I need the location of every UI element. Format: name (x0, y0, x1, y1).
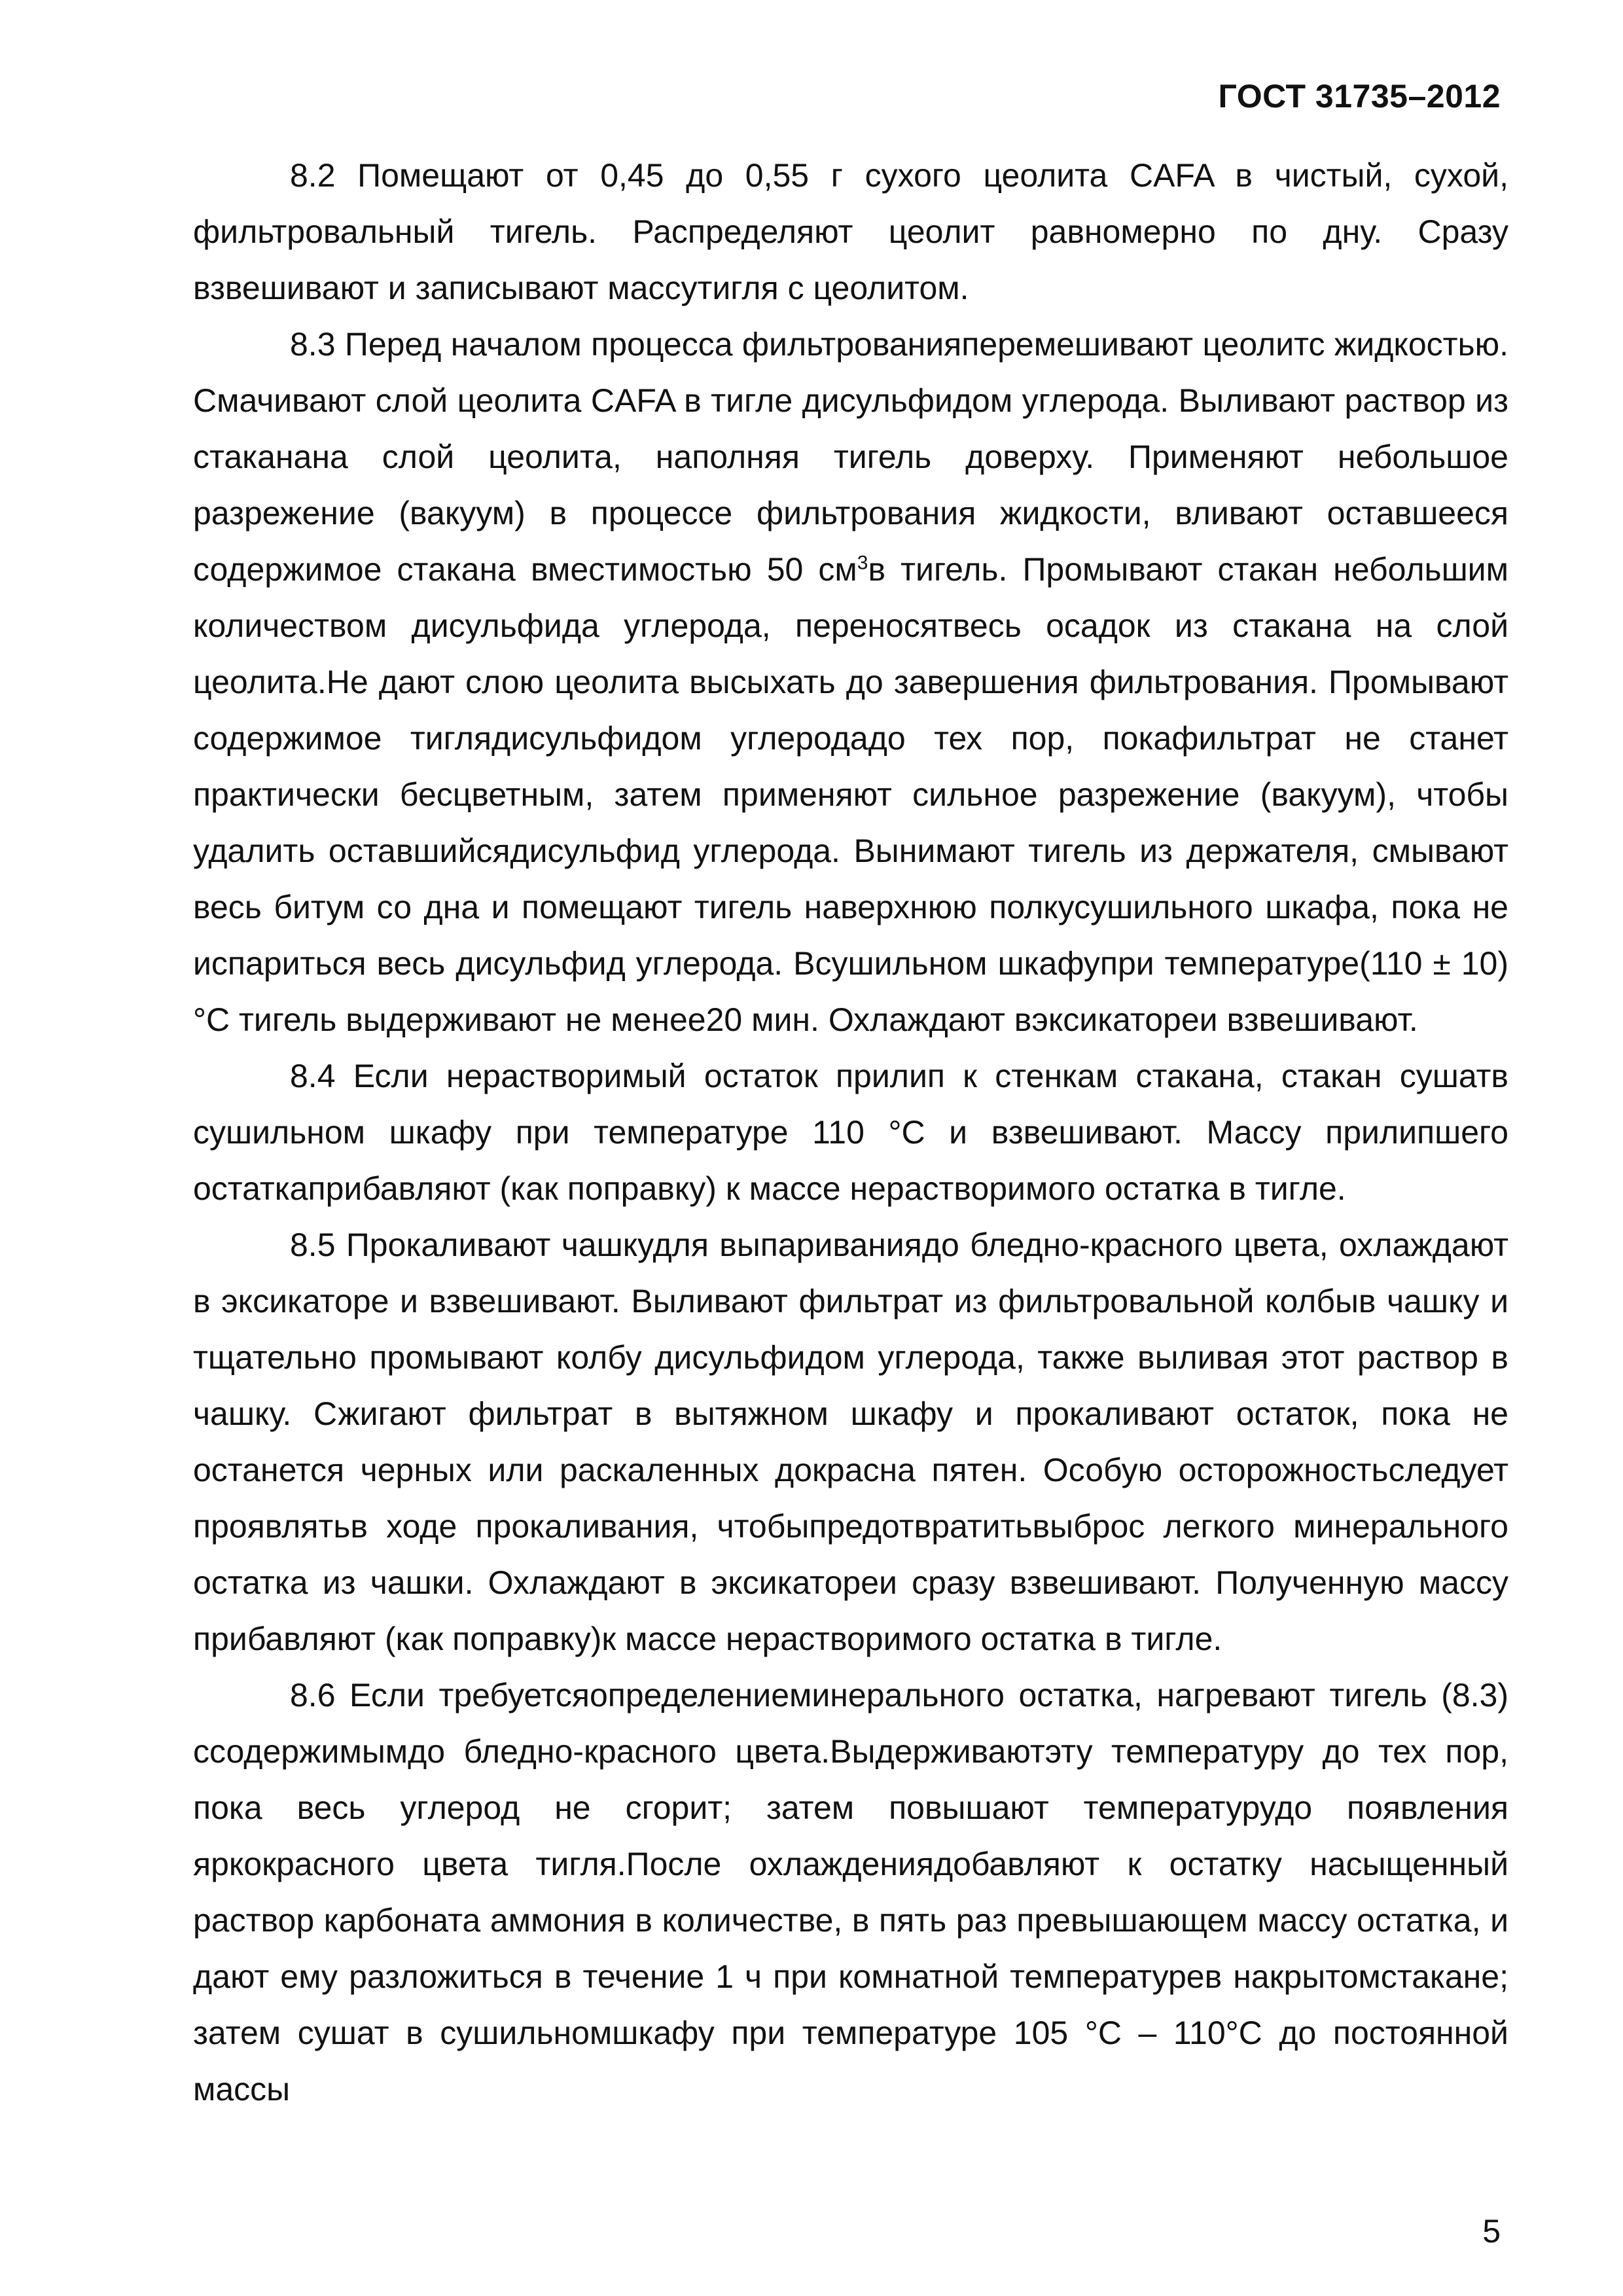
paragraph-8-5: 8.5 Прокаливают чашкудля выпариваниядо бледно-красного цвета, охлаждают в эксикаторе и взвешивают. Выливают фильтрат из фильтровальной колбыв чашку и тщательно промывают колбу дисульфидом углерода, также выливая этот раствор в чашку. Сжигают фильтрат в вытяжном шкафу и прокаливают остаток, пока не останется черных или раскаленных докрасна пятен. Особую осторожностьследует проявлятьв ходе прокаливания, чтобыпредотвратитьвыброс легкого минерального остатка из чашки. Охлаждают в эксикаторeи сразу взвешивают. Полученную массу прибавляют (как поправку)к массе нерастворимого остатка в тигле. (193, 1227, 1508, 1657)
paragraph-8-4: 8.4 Если нерастворимый остаток прилип к стенкам стакана, стакан сушатв сушильном шкафу при температуре 110 °С и взвешивают. Массу прилипшего остаткаприбавляют (как поправку) к массе нерастворимого остатка в тигле. (193, 1058, 1508, 1207)
paragraph-8-3-text-before: 8.3 Перед началом процесса фильтрованияперемешивают цеолитс жидкостью. Смачивают слой цеолита CAFA в тигле дисульфидом углерода. Выливают раствор из стаканана слой цеолита, наполняя тигель доверху. Применяют небольшое разрежение (вакуум) в процессе фильтрования жидкости, вливают оставшееся содержимое стакана вместимостью 50 см (193, 326, 1508, 588)
paragraph-8-6: 8.6 Если требуетсяопределениеминерального остатка, нагревают тигель (8.3) ссодержимымдо бледно-красного цвета.Выдерживаютэту температуру до тех пор, пока весь углерод не сгорит; затем повышают температурудо появления яркокрасного цвета тигля.После охлаждениядобавляют к остатку насыщенный раствор карбоната аммония в количестве, в пять раз превышающем массу остатка, и дают ему разложиться в течение 1 ч при комнатной температурев накрытомстакане; затем сушат в сушильномшкафу при температуре 105 °С – 110°С до постоянной массы (193, 1677, 1508, 2108)
document-code-header: ГОСТ 31735–2012 (1218, 78, 1501, 115)
page-number: 5 (1482, 2213, 1501, 2250)
document-body (193, 147, 1508, 2117)
superscript-cubic: 3 (857, 552, 868, 574)
paragraph-8-3 (193, 316, 1508, 1048)
paragraph-8-3-text-after: в тигель. Промывают стакан небольшим количеством дисульфида углерода, переносятвесь осадок из стакана на слой цеолита.Не дают слою цеолита высыхать до завершения фильтрования. Промывают содержимое тиглядисульфидом углеродадо тех пор, покафильтрат не станет практически бесцветным, затем применяют сильное разрежение (вакуум), чтобы удалить оставшийсядисульфид углерода. Вынимают тигель из держателя, смывают весь битум со дна и помещают тигель наверхнюю полкусушильного шкафа, пока не испариться весь дисульфид углерода. Всушильном шкафупри температуре(110 ± 10)°С тигель выдерживают не менее20 мин. Охлаждают вэксикаторeи взвешивают. (193, 551, 1508, 1038)
paragraph-8-2: 8.2 Помещают от 0,45 до 0,55 г сухого цеолита CAFA в чистый, сухой, фильтровальный тигель. Распределяют цеолит равномерно по дну. Сразу взвешивают и записывают массутигля с цеолитом. (193, 157, 1508, 306)
